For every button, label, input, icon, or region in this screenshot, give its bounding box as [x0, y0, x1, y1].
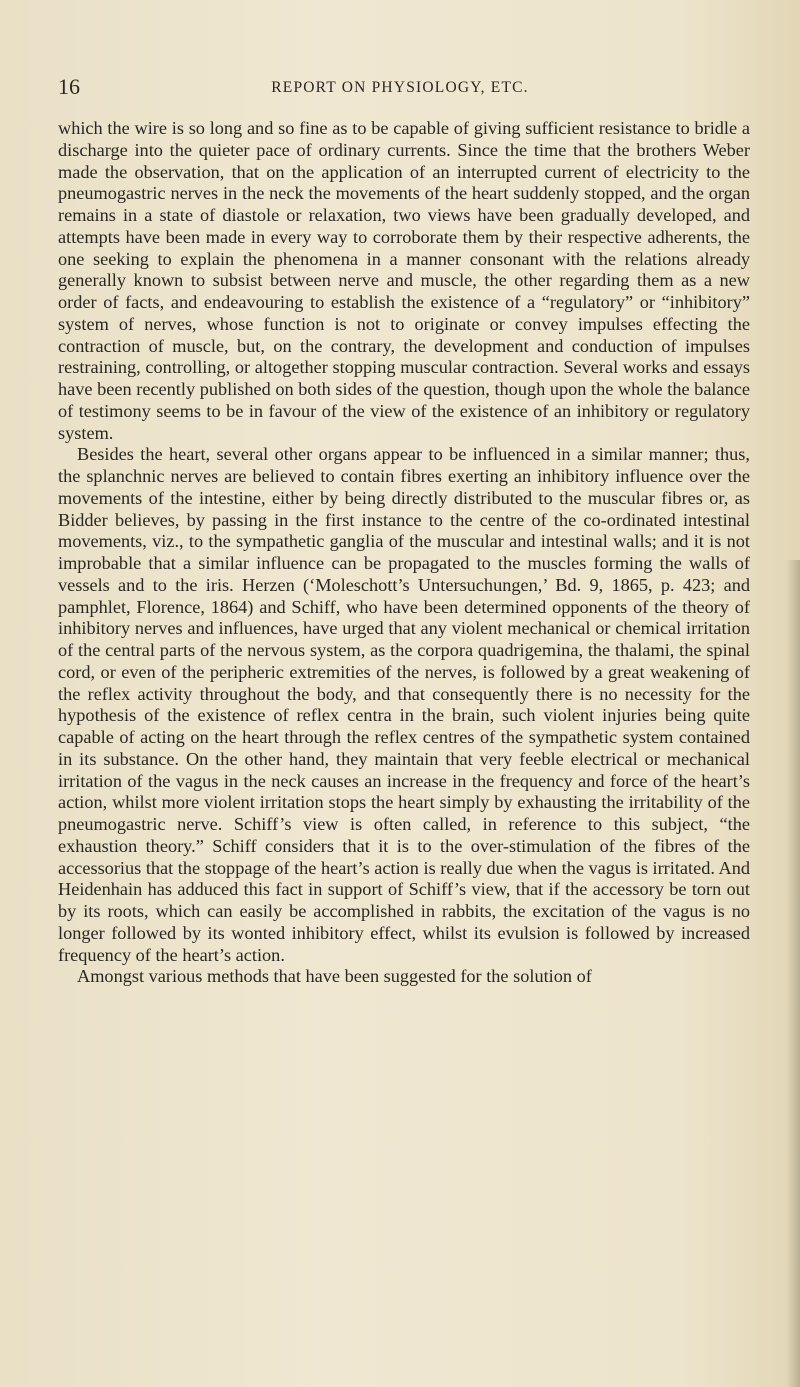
page-edge-shadow [786, 560, 800, 1387]
body-text [58, 118, 750, 988]
page-number: 16 [58, 74, 80, 99]
paragraph: Amongst various methods that have been suggested for the solution of [77, 966, 592, 987]
paragraph: Besides the heart, several other organs appear to be influenced in a similar manner; thus, the splanchnic nerves are believed to contain fibres exerting an inhibitory influence over the movements of the intestine, either by being directly distributed to the muscular fibres or, as Bidder believes, by passing in the first instance to the centre of the co-ordinated intestinal movements, viz., to the sympathetic ganglia of the muscular and intestinal walls; and it is not improbable that a similar influence can be propagated to the muscles forming the walls of vessels and to the iris. Herzen (‘Moleschott’s Untersuchungen,’ Bd. 9, 1865, p. 423; and pamphlet, Florence, 1864) and Schiff, who have been determined opponents of the theory of inhibitory nerves and influences, have urged that any violent mechanical or chemical irritation of the central parts of the nervous system, as the corpora quadrigemina, the thalami, the spinal cord, or even of the peripheric extremities of the nerves, is followed by a great weakening of the reflex activity throughout the body, and that consequently there is no necessity for the hypothesis of the existence of reflex centra in the brain, such violent injuries being quite capable of acting on the heart through the reflex centres of the sympathetic system contained in its substance. On the other hand, they maintain that very feeble electrical or mechanical irritation of the vagus in the neck causes an increase in the frequency and force of the heart’s action, whilst more violent irritation stops the heart simply by exhausting the irritability of the pneumogastric nerve. Schiff’s view is often called, in reference to this subject, “the exhaustion theory.” Schiff considers that it is to the over-stimulation of the fibres of the accessorius that the stoppage of the heart’s action is really due when the vagus is irritated. And Heidenhain has adduced this fact in support of Schiff’s view, that if the accessory be torn out by its roots, which can easily be accomplished in rabbits, the excitation of the vagus is no longer followed by its wonted inhibitory effect, whilst its evulsion is followed by increased frequency of the heart’s action. [58, 444, 750, 965]
running-head: REPORT ON PHYSIOLOGY, ETC. [271, 79, 529, 96]
paragraph: which the wire is so long and so fine as to be capable of giving sufficient resistance to bridle a discharge into the quieter pace of ordinary currents. Since the time that the brothers Weber made the observation, that on the application of an interrupted current of electricity to the pneumogastric nerves in the neck the movements of the heart suddenly stopped, and the organ remains in a state of diastole or relaxation, two views have been gradually developed, and attempts have been made in every way to corroborate them by their respective adherents, the one seeking to explain the phenomena in a manner consonant with the relations already generally known to subsist between nerve and muscle, the other regarding them as a new order of facts, and endeavouring to establish the existence of a “regulatory” or “inhibitory” system of nerves, whose function is not to originate or convey impulses effecting the contraction of muscle, but, on the contrary, the development and conduction of impulses restraining, controlling, or altogether stopping muscular contraction. Several works and essays have been recently published on both sides of the question, though upon the whole the balance of testimony seems to be in favour of the view of the existence of an inhibitory or regulatory system. [58, 118, 750, 443]
